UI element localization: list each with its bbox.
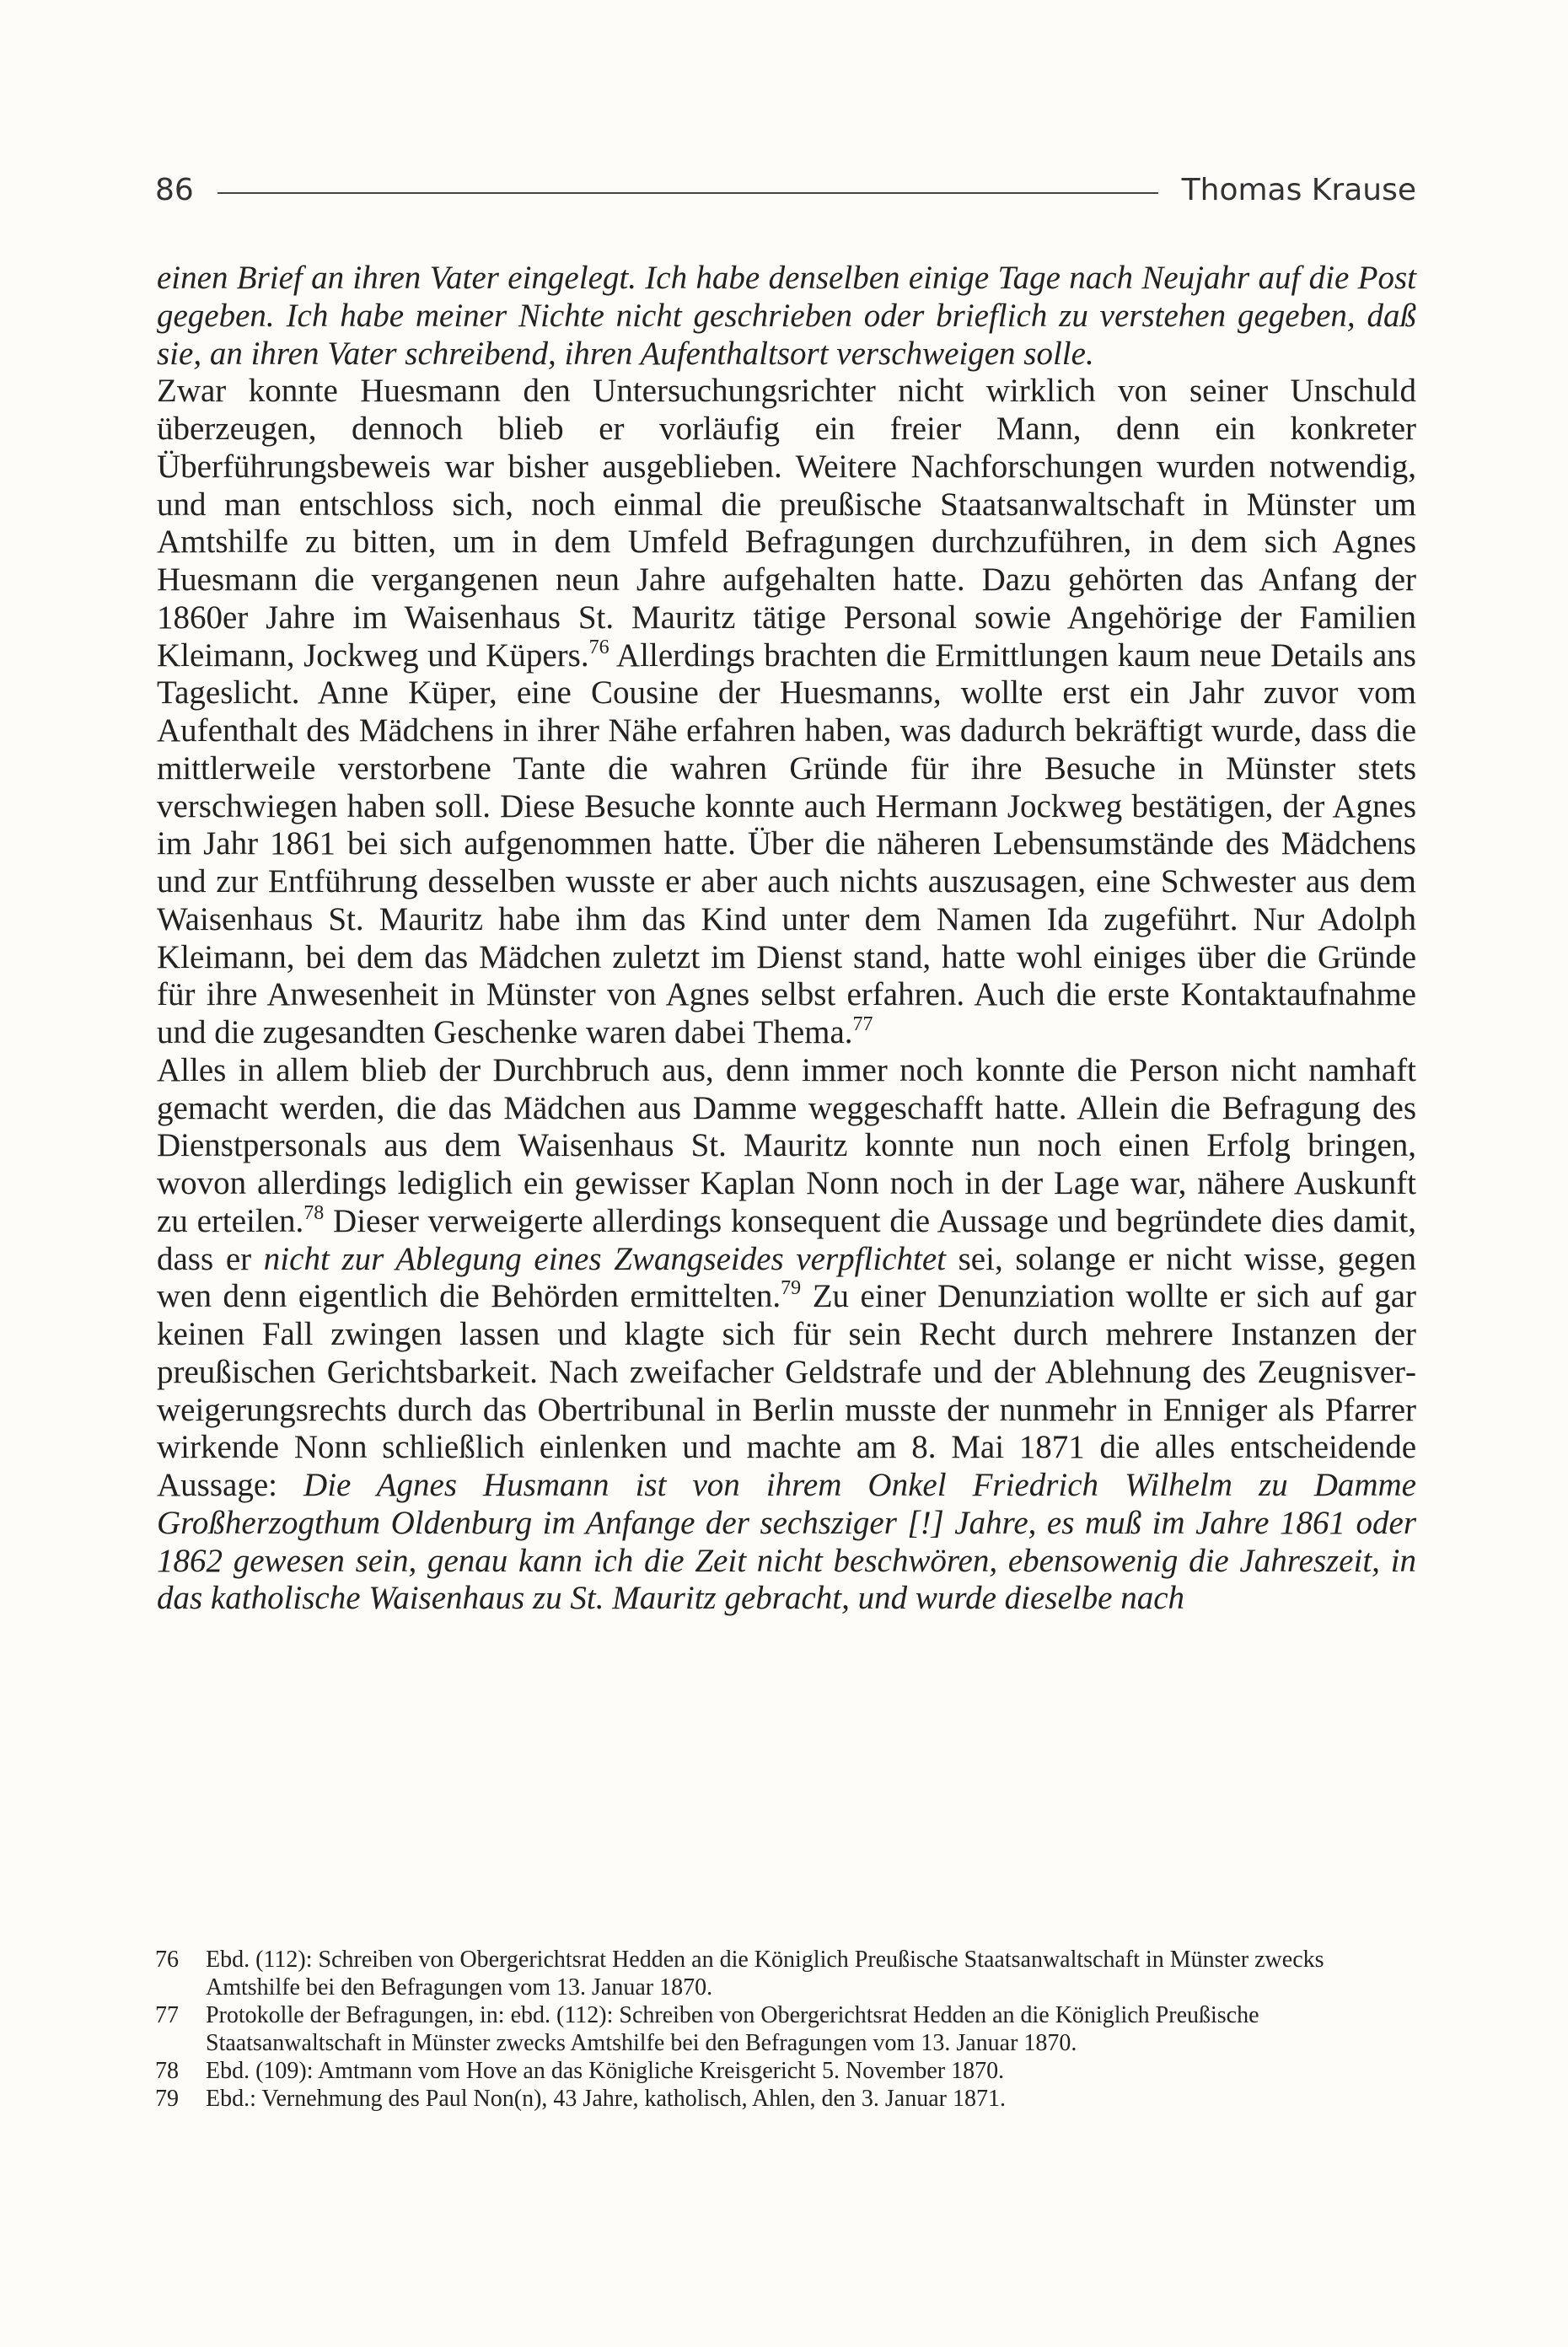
paragraph-2-italic-1: nicht zur Ablegung eines Zwangseides verpflichtet	[263, 1240, 946, 1277]
footnote-text: Ebd. (112): Schreiben von Obergerichtsrat Hedden an die Königlich Preußische Staatsanwaltschaft in Münster zwecks Amtshilfe bei den Befragungen vom 13. Januar 1870.	[206, 1947, 1324, 2001]
paragraph-2-text-d: Zu einer Denunziation wollte er sich auf gar keinen Fall zwingen lassen und klagte sich für sein Recht durch mehrere Instanzen der preußischen Gerichtsbarkeit. Nach zweifacher Geldstrafe und der Ablehnung des Zeugnisverweigerungsrechts durch das Obertribunal in Berlin musste der nunmehr in Enniger als Pfarrer wirkende Nonn schließlich einlenken und machte am 8. Mai 1871 die alles entscheidende Aussage:	[157, 1278, 1416, 1503]
paragraph-2-italic-2: Die Agnes Husmann ist von ihrem Onkel Friedrich Wilhelm zu Damme Großherzogthum Oldenburg im Anfange der sechsziger [!] Jahre, es muß im Jahre 1861 oder 1862 gewesen sein, genau kann ich die Zeit nicht beschwören, ebensowenig die Jahreszeit, in das katholische Waisenhaus zu St. Mauritz gebracht, und wurde dieselbe nach	[157, 1467, 1416, 1617]
footnote-text: Ebd. (109): Amtmann vom Hove an das Königliche Kreisgericht 5. November 1870.	[206, 2058, 1005, 2084]
paragraph-2-text-c: sei, solange er nicht wisse, gegen wen denn eigentlich die Behörden ermittelten.	[157, 1240, 1416, 1315]
footnote-number: 77	[155, 2002, 179, 2028]
header-rule	[217, 192, 1158, 194]
quote-continuation	[157, 260, 1416, 373]
paragraph-2-text-b: Dieser verweigerte allerdings konsequent die Aussage und begründete dies damit, dass er	[157, 1202, 1416, 1277]
running-title: Thomas Krause	[1181, 173, 1416, 207]
paragraph-2-text-a: Alles in allem blieb der Durchbruch aus, denn immer noch konnte die Person nicht namhaft gemacht werden, die das Mädchen aus Damme weggeschafft hatte. Allein die Befragung des Dienstpersonals aus dem Waisenhaus St. Mauritz konnte nun noch einen Erfolg bringen, wovon allerdings lediglich ein gewisser Kaplan Nonn noch in der Lage war, nähere Auskunft zu erteilen.	[157, 1051, 1416, 1239]
footnotes	[155, 1946, 1416, 2113]
footnote	[155, 2001, 1416, 2057]
footnote-number: 76	[155, 1947, 179, 1973]
running-header	[155, 165, 1416, 207]
paragraph-1-text-b: Allerdings brachten die Ermittlungen kaum neue Details ans Tageslicht. Anne Küper, eine Cousine der Huesmanns, wollte erst ein Jahr zuvor vom Aufenthalt des Mädchens in ihrer Nähe erfahren haben, was dadurch bekräftigt wurde, dass die mittlerweile verstorbene Tante die wahren Gründe für ihre Besuche in Münster stets verschwiegen haben soll. Diese Besuche konnte auch Hermann Jockweg bestätigen, der Agnes im Jahr 1861 bei sich aufgenommen hatte. Über die näheren Lebensumstände des Mädchens und zur Entführung desselben wusste er aber auch nichts auszusagen, eine Schwester aus dem Waisenhaus St. Mauritz habe ihm das Kind unter dem Namen Ida zugeführt. Nur Adolph Kleimann, bei dem das Mädchen zuletzt im Dienst stand, hatte wohl einiges über die Gründe für ihre Anwesenheit in Münster von Agnes selbst erfahren. Auch die erste Kontaktaufnahme und die zugesandten Geschenke waren dabei Thema.	[157, 636, 1416, 1050]
footnote	[155, 1946, 1416, 2001]
footnote-ref-79: 79	[781, 1277, 802, 1300]
footnote-number: 79	[155, 2086, 179, 2112]
page-number: 86	[155, 173, 194, 207]
footnote	[155, 2057, 1416, 2085]
quote-italic: einen Brief an ihren Vater eingelegt. Ich habe denselben einige Tage nach Neujahr auf die Post gegeben. Ich habe meiner Nichte nicht geschrieben oder brieflich zu verstehen gegeben, daß sie, an ihren Vater schreibend, ihren Aufenthaltsort verschweigen solle.	[157, 260, 1416, 372]
footnote-ref-76: 76	[588, 636, 609, 658]
footnote	[155, 2085, 1416, 2113]
footnote-number: 78	[155, 2058, 179, 2084]
main-text	[157, 260, 1416, 1618]
footnote-ref-78: 78	[303, 1201, 325, 1224]
footnote-text: Protokolle der Befragungen, in: ebd. (112): Schreiben von Obergerichtsrat Hedden an die Königlich Preußische Staatsanwaltschaft in Münster zwecks Amtshilfe bei den Befragungen vom 13. Januar 1870.	[206, 2002, 1259, 2056]
paragraph-2	[157, 1052, 1416, 1618]
paragraph-1	[157, 373, 1416, 1052]
paragraph-1-text-a: Zwar konnte Huesmann den Untersuchungsrichter nicht wirklich von seiner Unschuld überzeugen, dennoch blieb er vorläufig ein freier Mann, denn ein konkreter Überführungsbeweis war bisher ausgeblieben. Weitere Nachforschungen wurden notwendig, und man entschloss sich, noch einmal die preußische Staatsanwaltschaft in Münster um Amtshilfe zu bitten, um in dem Umfeld Befragungen durchzuführen, in dem sich Agnes Huesmann die vergangenen neun Jahre aufgehalten hatte. Dazu gehörten das Anfang der 1860er Jahre im Waisenhaus St. Mauritz tätige Personal sowie Angehörige der Familien Kleimann, Jockweg und Küpers.	[157, 373, 1416, 674]
footnote-ref-77: 77	[852, 1013, 873, 1035]
footnote-text: Ebd.: Vernehmung des Paul Non(n), 43 Jahre, katholisch, Ahlen, den 3. Januar 1871.	[206, 2086, 1006, 2112]
